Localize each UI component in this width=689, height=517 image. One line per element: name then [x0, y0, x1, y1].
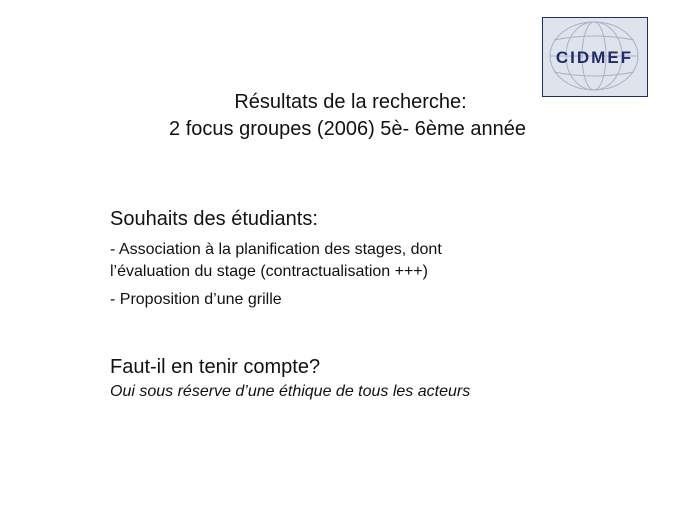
bullet-association-line-2: l’évaluation du stage (contractualisation +++) — [110, 263, 428, 280]
section-heading-question: Faut-il en tenir compte? — [110, 356, 321, 378]
slide-title-line-1: Résultats de la recherche: — [234, 91, 467, 113]
slide-title-line-2: 2 focus groupes (2006) 5è- 6ème année — [169, 118, 526, 140]
bullet-association-line-1: - Association à la planification des stages, dont — [110, 241, 442, 258]
cidmef-logo — [542, 17, 648, 97]
bullet-proposition: - Proposition d’une grille — [110, 291, 282, 308]
logo-text: CIDMEF — [555, 48, 634, 67]
answer-text: Oui sous réserve d’une éthique de tous les acteurs — [110, 383, 471, 400]
section-heading-souhaits: Souhaits des étudiants: — [110, 208, 318, 230]
